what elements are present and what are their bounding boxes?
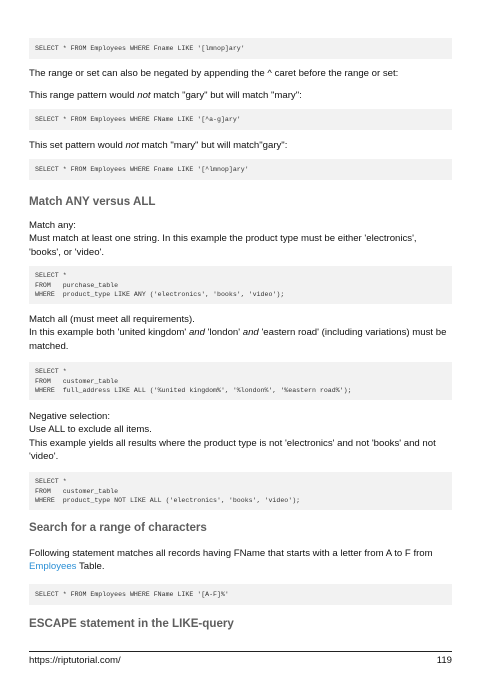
code-line: WHERE product_type LIKE ANY ('electronics', 'books', 'video'); [35, 291, 285, 298]
code-block-range-a-f [29, 584, 452, 605]
code-line: SELECT * FROM Employees WHERE FName LIKE '[A-F]%' [35, 590, 229, 598]
employees-link[interactable]: Employees [29, 561, 77, 573]
code-line: SELECT * [35, 272, 67, 279]
code-line: SELECT * [35, 478, 67, 485]
code-block-negated-range [29, 109, 452, 130]
footer-divider [29, 651, 452, 652]
code-block-not-like-all [29, 472, 452, 510]
page-number: 119 [436, 655, 452, 666]
code-block-negated-set [29, 159, 452, 180]
paragraph-set-pattern: This set pattern would not match "mary" but will match"gary": [29, 140, 288, 151]
section-heading-escape: ESCAPE statement in the LIKE-query [29, 617, 234, 630]
code-line: WHERE product_type NOT LIKE ALL ('electronics', 'books', 'video'); [35, 497, 301, 504]
paragraph-match-all: Match all (must meet all requirements). In this example both 'united kingdom' and 'london' and 'eastern road' (including variations) must be matched. [29, 314, 447, 352]
code-line: FROM purchase_table [35, 281, 119, 289]
code-line: FROM customer_table [35, 487, 119, 495]
code-line: SELECT * [35, 368, 67, 375]
code-block-like-all [29, 362, 452, 400]
section-heading-range-characters: Search for a range of characters [29, 521, 207, 534]
code-line: SELECT * FROM Employees WHERE Fname LIKE '[^lmnop]ary' [35, 165, 249, 173]
footer-url[interactable]: https://riptutorial.com/ [29, 655, 121, 666]
paragraph-negative-selection: Negative selection: Use ALL to exclude all items. This example yields all results where the product type is not 'electronics' and not 'books' and not 'video'. [29, 411, 436, 462]
paragraph-negate: The range or set can also be negated by appending the ^ caret before the range or set: [29, 68, 399, 79]
code-line: WHERE full_address LIKE ALL ('%united kingdom%', '%london%', '%eastern road%'); [35, 387, 352, 394]
code-block-like-any [29, 266, 452, 304]
section-heading-match-any-all: Match ANY versus ALL [29, 195, 156, 208]
code-line: FROM customer_table [35, 377, 119, 385]
paragraph-range-pattern: This range pattern would not match "gary" but will match "mary": [29, 90, 302, 101]
code-block-like-set [29, 38, 452, 59]
paragraph-match-any: Match any: Must match at least one string. In this example the product type must be either 'electronics', 'books', or 'video'. [29, 220, 417, 258]
paragraph-range-characters: Following statement matches all records having FName that starts with a letter from A to F from Employees Table. [29, 548, 433, 573]
code-line: SELECT * FROM Employees WHERE Fname LIKE '[lmnop]ary' [35, 44, 245, 52]
code-line: SELECT * FROM Employees WHERE FName LIKE '[^a-g]ary' [35, 115, 241, 123]
